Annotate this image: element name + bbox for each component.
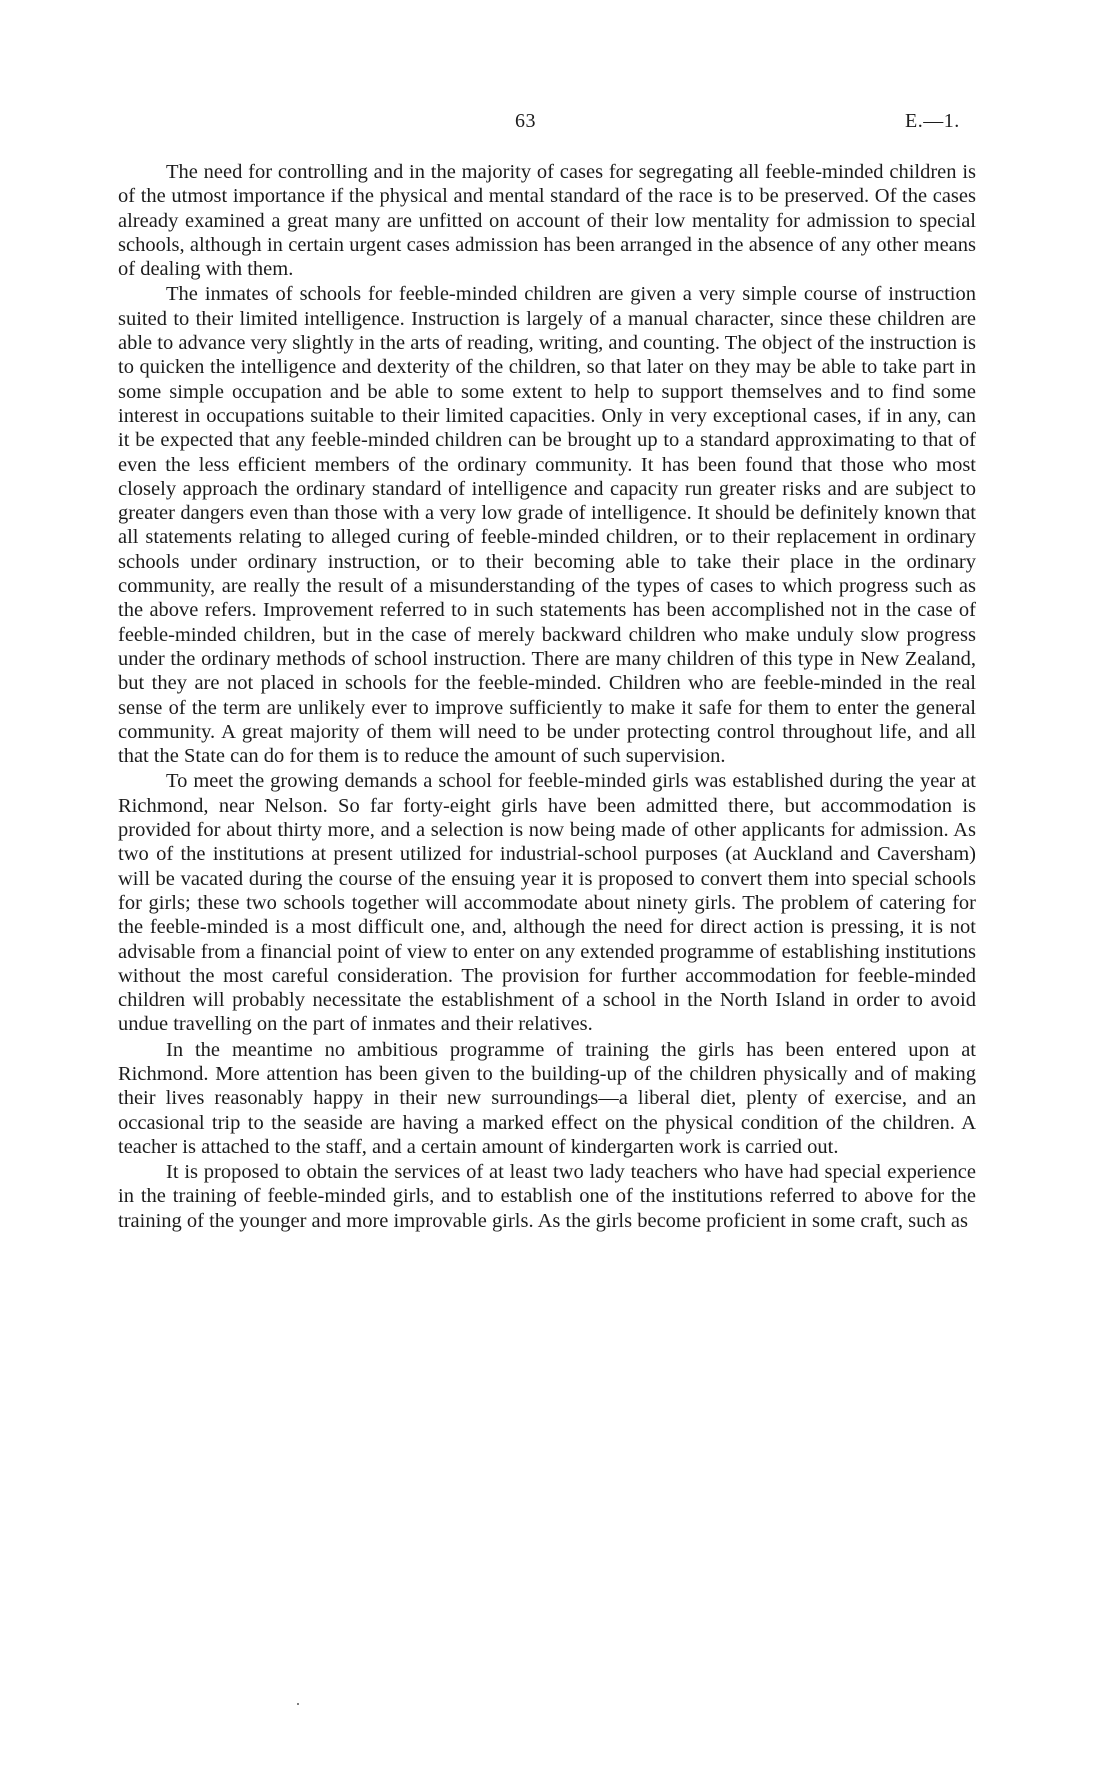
scan-speck: [297, 1703, 299, 1705]
page-number: 63: [515, 110, 536, 132]
paragraph-segregation: The need for controlling and in the majority of cases for segregating all feeble-minded children is of the utmost importance if the physical and mental standard of the race is to be preserved. Of the cases already examined a great many are unfitted on account of their low mentality for admission to special schools, although in certain urgent cases admission has been arranged in the absence of any other means of dealing with them.: [118, 161, 976, 281]
paragraph-lady-teachers: It is proposed to obtain the services of at least two lady teachers who have had special experience in the training of feeble-minded girls, and to establish one of the institutions referred to above for the training of the younger and more improvable girls. As the girls become proficient in some craft, such as: [118, 1161, 976, 1232]
paragraph-training-meantime: In the meantime no ambitious programme of training the girls has been entered upon at Richmond. More attention has been given to the building-up of the children physically and of making their lives reasonably happy in their new surroundings—a liberal diet, plenty of exercise, and an occasional trip to the seaside are having a marked effect on the physical condition of the children. A teacher is attached to the staff, and a certain amount of kindergarten work is carried out.: [118, 1038, 976, 1158]
paragraph-instruction: The inmates of schools for feeble-minded children are given a very simple course of instruction suited to their limited intelligence. Instruction is largely of a manual character, since these children are able to advance very slightly in the arts of reading, writing, and counting. The object of the instruction is to quicken the intelligence and dexterity of the children, so that later on they may be able to take part in some simple occupation and be able to some extent to help to support themselves and to find some interest in occupations suitable to their limited capacities. Only in very exceptional cases, if in any, can it be expected that any feeble-minded children can be brought up to a standard approximating to that of even the less efficient members of the ordinary community. It has been found that those who most closely approach the ordinary standard of intelligence and capacity run greater risks and are subject to greater dangers even than those with a very low grade of intelligence. It should be definitely known that all statements relating to alleged curing of feeble-minded children, or to their replacement in ordinary schools under ordinary instruction, or to their becoming able to take their place in the ordinary community, are really the result of a misunderstanding of the types of cases to which progress such as the above refers. Improvement referred to in such statements has been accomplished not in the case of feeble-minded children, but in the case of merely backward children who make unduly slow progress under the ordinary methods of school instruction. There are many children of this type in New Zealand, but they are not placed in schools for the feeble-minded. Children who are feeble-minded in the real sense of the term are unlikely ever to improve sufficiently to make it safe for them to enter the general community. A great majority of them will need to be under protecting control throughout life, and all that the State can do for them is to reduce the amount of such supervision.: [118, 283, 976, 768]
paragraph-richmond-school: To meet the growing demands a school for feeble-minded girls was established during the year at Richmond, near Nelson. So far forty-eight girls have been admitted there, but accommodation is provided for about thirty more, and a selection is now being made of other applicants for admission. As two of the institutions at present utilized for industrial-school purposes (at Auckland and Caversham) will be vacated during the course of the ensuing year it is proposed to convert them into special schools for girls; these two schools together will accommodate about ninety girls. The problem of catering for the feeble-minded is a most difficult one, and, although the need for direct action is pressing, it is not advisable from a financial point of view to enter on any extended programme of establishing institutions without the most careful consideration. The provision for further accommodation for feeble-minded children will probably necessitate the establishment of a school in the North Island in order to avoid undue travelling on the part of inmates and their relatives.: [118, 770, 976, 1036]
document-reference: E.—1.: [905, 110, 960, 132]
body-text: [118, 160, 976, 1233]
